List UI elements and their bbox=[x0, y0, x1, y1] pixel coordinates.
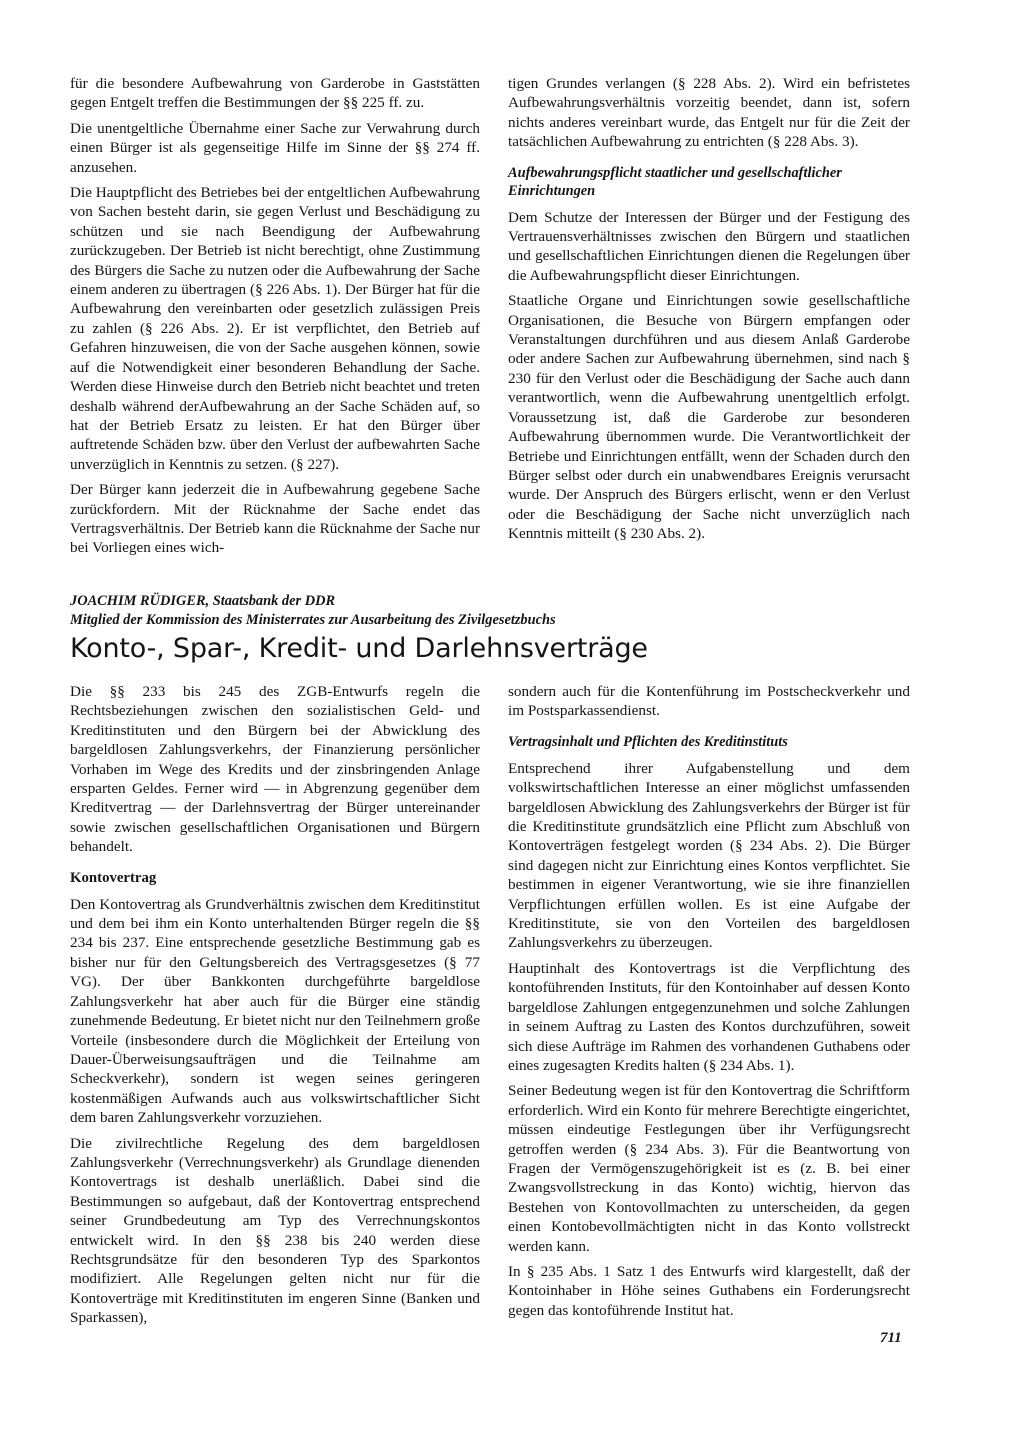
paragraph: Die zivilrechtliche Regelung des dem bargeldlosen Zahlungsverkehr (Verrechnungsverkehr) als Grundlage dienenden Kontovertrags ist deshalb unerläßlich. Dabei sind die Bestimmungen so aufgebaut, daß der Kontovertrag entsprechend seiner Grundbedeutung am Typ des Verrechnungskontos entwickelt wird. In den §§ 238 bis 240 werden diese Rechtsgrundsätze für den besonderen Typ des Sparkontos modifiziert. Alle Regelungen gelten nicht nur für die Kontoverträge mit Kreditinstituten im engeren Sinne (Banken und Sparkassen), bbox=[70, 1134, 480, 1327]
paragraph: Staatliche Organe und Einrichtungen sowie gesellschaftliche Organisationen, die Besuche von Bürgern empfangen oder Veranstaltungen durchführen und aus diesem Anlaß Garderobe oder andere Sachen zur Aufbewahrung übernehmen, sind nach § 230 für den Verlust oder die Beschädigung der Sache auch dann verantwortlich, wenn die Aufbewahrung unentgeltlich erfolgt. Voraussetzung ist, daß die Garderobe zur besonderen Aufbewahrung übernommen wurde. Die Verantwortlichkeit der Betriebe und Einrichtungen entfällt, wenn der Schaden durch den Bürger selbst oder durch ein unabwendbares Ereignis verursacht wurde. Der Anspruch des Bürgers erlischt, wenn er den Verlust oder die Beschädigung der Sache nicht unverzüglich nach Kenntnis mitteilt (§ 230 Abs. 2). bbox=[508, 292, 910, 543]
paragraph: Die unentgeltliche Übernahme einer Sache zur Verwahrung durch einen Bürger ist als gegenseitige Hilfe im Sinne der §§ 274 ff. anzusehen. bbox=[70, 119, 480, 176]
paragraph: Der Bürger kann jederzeit die in Aufbewahrung gegebene Sache zurückfordern. Mit der Rücknahme der Sache endet das Vertragsverhältnis. Der Betrieb kann die Rücknahme der Sache nur bei Vorliegen eines wich- bbox=[70, 481, 480, 557]
paragraph: für die besondere Aufbewahrung von Garderobe in Gaststätten gegen Entgelt treffen die Bestimmungen der §§ 225 ff. zu. bbox=[70, 75, 480, 112]
paragraph: Seiner Bedeutung wegen ist für den Kontovertrag die Schriftform erforderlich. Wird ein Konto für mehrere Berechtigte eingerichtet, müssen eindeutige Festlegungen über ihr Verfügungsrecht getroffen werden (§ 234 Abs. 3). Für die Beantwortung von Fragen der Vermögenszugehörigkeit ist es (z. B. bei einer Zwangsvollstreckung in das Konto) wichtig, hiervon das Bestehen von Kontovollmachten zu unterscheiden, da gegen einen Kontobevollmächtigten nicht in das Konto vollstreckt werden kann. bbox=[508, 1082, 910, 1255]
paragraph: Den Kontovertrag als Grundverhältnis zwischen dem Kreditinstitut und dem bei ihm ein Konto unterhaltenden Bürger regeln die §§ 234 bis 237. Eine entsprechende gesetzliche Bestimmung gab es bisher nur für den Geltungsbereich des Vertragsgesetzes (§ 77 VG). Der über Bankkonten durchgeführte bargeldlose Zahlungsverkehr hat aber auch für die Bürger eine ständig zunehmende Bedeutung. Er bietet nicht nur den Teilnehmern große Vorteile (insbesondere durch die Möglichkeit der Erteilung von Dauer-Überweisungsaufträgen und die Teilnahme am Scheckverkehr), sondern ist wegen seines geringeren kostenmäßigen Aufwands auch aus volkswirtschaftlicher Sicht dem baren Zahlungsverkehr vorzuziehen. bbox=[70, 895, 480, 1127]
section-heading: Aufbewahrungspflicht staatlicher und gesellschaftlicher Einrichtungen bbox=[508, 164, 842, 199]
page-number: 711 bbox=[880, 1330, 902, 1346]
top-left-column bbox=[70, 74, 480, 564]
author-block bbox=[70, 592, 930, 630]
paragraph: Hauptinhalt des Kontovertrags ist die Verpflichtung des kontoführenden Instituts, für den Kontoinhaber auf dessen Konto bargeldlose Zahlungen entgegenzunehmen und solche Zahlungen in seinem Auftrag zu Lasten des Kontos durchzuführen, soweit sich diese Aufträge im Rahmen des vorhandenen Guthabens oder eines zugesagten Kredits halten (§ 234 Abs. 1). bbox=[508, 959, 910, 1074]
article-title: Konto-, Spar-, Kredit- und Darlehnsverträge bbox=[70, 633, 648, 664]
paragraph: Die §§ 233 bis 245 des ZGB-Entwurfs regeln die Rechtsbeziehungen zwischen den sozialistischen Geld- und Kreditinstituten und den Bürgern bei der Abwicklung des bargeldlosen Zahlungsverkehrs, der Finanzierung persönlicher Vorhaben im Wege des Kredits und der zinsbringenden Anlage ersparten Geldes. Ferner wird — in Abgrenzung gegenüber dem Kreditvertrag — der Darlehnsvertrag der Bürger untereinander sowie zwischen gesellschaftlichen Organisationen und Bürgern behandelt. bbox=[70, 683, 480, 856]
paragraph: tigen Grundes verlangen (§ 228 Abs. 2). Wird ein befristetes Aufbewahrungsverhältnis vorzeitig beendet, dann ist, sofern nichts anderes vereinbart wurde, das Entgelt nur für die Zeit der tatsächlichen Aufbewahrung zu entrichten (§ 228 Abs. 3). bbox=[508, 75, 910, 151]
section-heading: Kontovertrag bbox=[70, 869, 157, 886]
paragraph: Entsprechend ihrer Aufgabenstellung und dem volkswirtschaftlichen Interesse an einer möglichst umfassenden bargeldlosen Abwicklung des Zahlungsverkehrs der Bürger ist für die Kreditinstitute grundsätzlich eine Pflicht zum Abschluß von Kontoverträgen festgelegt worden (§ 234 Abs. 2). Die Bürger sind dagegen nicht zur Einrichtung eines Kontos verpflichtet. Sie bestimmen in eigener Verantwortung, wie sie ihre finanziellen Verpflichtungen erfüllen wollen. Es ist eine Aufgabe der Kreditinstitute, sie von den Vorteilen des bargeldlosen Zahlungsverkehrs zu überzeugen. bbox=[508, 759, 910, 952]
author-name: JOACHIM RÜDIGER, Staatsbank der DDR bbox=[70, 593, 336, 609]
author-affiliation: Mitglied der Kommission des Ministerrates zur Ausarbeitung des Zivilgesetzbuchs bbox=[70, 612, 556, 628]
bottom-left-column bbox=[70, 682, 480, 1334]
paragraph: sondern auch für die Kontenführung im Postscheckverkehr und im Postsparkassendienst. bbox=[508, 683, 910, 720]
top-right-column bbox=[508, 74, 910, 550]
paragraph: Dem Schutze der Interessen der Bürger und der Festigung des Vertrauensverhältnisses zwischen den Bürgern und staatlichen und gesellschaftlichen Einrichtungen dienen die Regelungen über die Aufbewahrungspflicht dieser Einrichtungen. bbox=[508, 208, 910, 284]
section-heading: Vertragsinhalt und Pflichten des Kreditinstituts bbox=[508, 733, 788, 750]
paragraph: Die Hauptpflicht des Betriebes bei der entgeltlichen Aufbewahrung von Sachen besteht darin, sie gegen Verlust und Beschädigung zu schützen und sie nach Beendigung der Aufbewahrung zurückzugeben. Der Betrieb ist nicht berechtigt, ohne Zustimmung des Bürgers die Sache zu nutzen oder die Aufbewahrung der Sache einem anderen zu übertragen (§ 226 Abs. 1). Der Bürger hat für die Aufbewahrung den vereinbarten oder gesetzlich zulässigen Preis zu zahlen (§ 226 Abs. 2). Er ist verpflichtet, den Betrieb auf Gefahren hinzuweisen, die von der Sache ausgehen können, sowie auf die Notwendigkeit einer besonderen Behandlung der Sache. Werden diese Hinweise durch den Betrieb nicht beachtet und treten deshalb während derAufbewahrung an der Sache Schäden auf, so hat der Betrieb Ersatz zu leisten. Er hat den Bürger über auftretende Schäden bzw. über den Verlust der aufbewahrten Sache unverzüglich in Kenntnis zu setzen. (§ 227). bbox=[70, 184, 480, 473]
paragraph: In § 235 Abs. 1 Satz 1 des Entwurfs wird klargestellt, daß der Kontoinhaber in Höhe seines Guthabens ein Forderungsrecht gegen das kontoführende Institut hat. bbox=[508, 1262, 910, 1319]
bottom-right-column bbox=[508, 682, 910, 1326]
